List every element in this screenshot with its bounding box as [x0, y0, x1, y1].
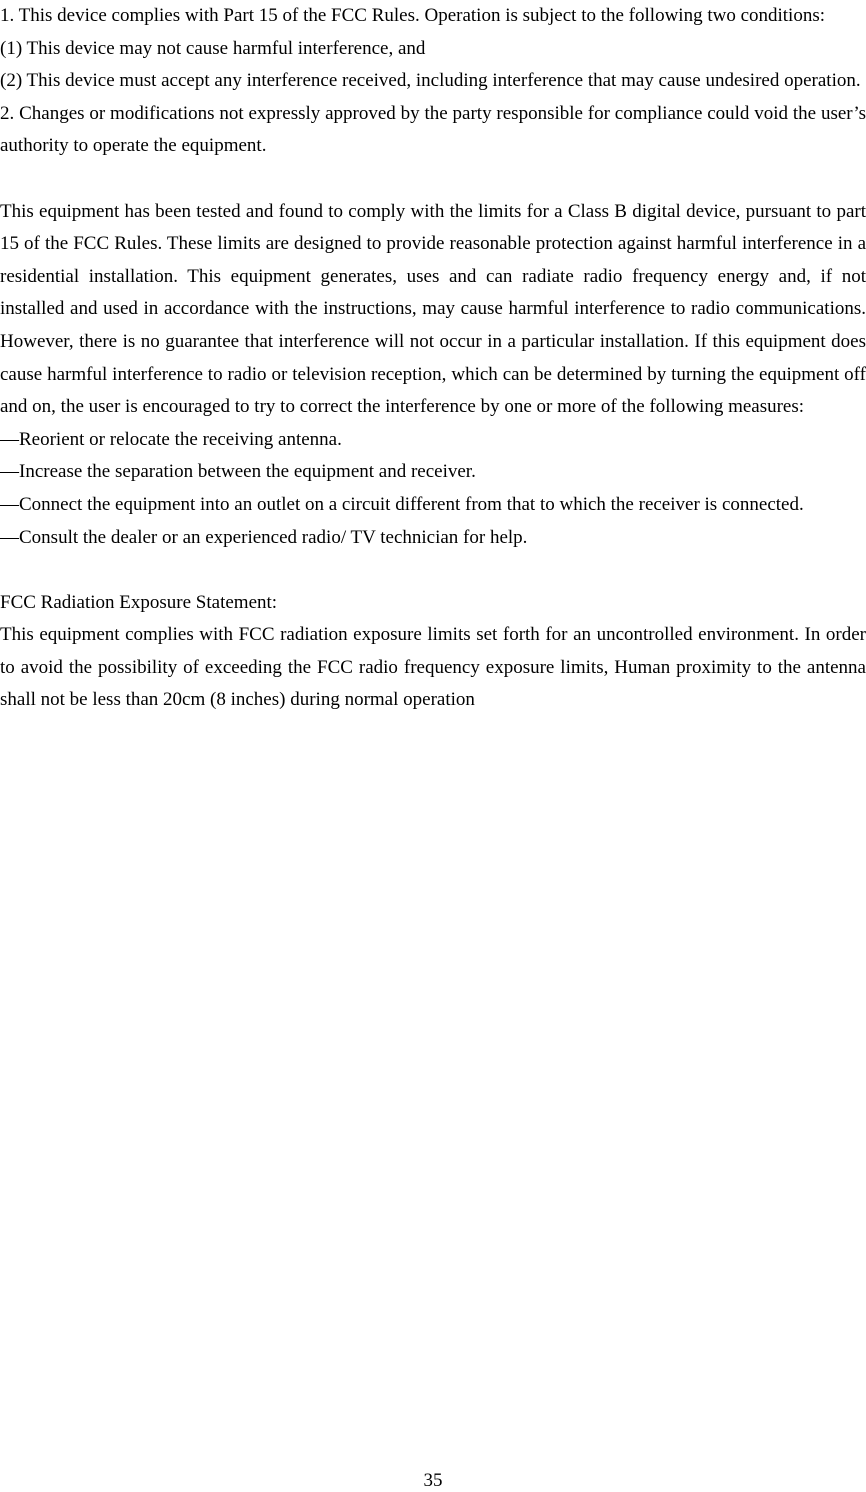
measure-item: —Increase the separation between the equipment and receiver. [0, 461, 476, 483]
fcc-changes-notice: 2. Changes or modifications not expressly approved by the party responsible for compliance could void the user’s authority to operate the equipment. [0, 102, 866, 157]
fcc-condition-1: (1) This device may not cause harmful interference, and [0, 37, 426, 59]
paragraph-spacer [0, 554, 866, 587]
measure-item: —Consult the dealer or an experienced radio/ TV technician for help. [0, 526, 528, 548]
document-content [0, 0, 866, 717]
page-number: 35 [423, 1470, 443, 1491]
fcc-compliance-intro: 1. This device complies with Part 15 of the FCC Rules. Operation is subject to the following two conditions: [0, 5, 826, 26]
radiation-exposure-heading: FCC Radiation Exposure Statement: [0, 591, 278, 613]
fcc-condition-2: (2) This device must accept any interference received, including interference that may cause undesired operation. [0, 70, 861, 92]
measure-item: —Connect the equipment into an outlet on a circuit different from that to which the receiver is connected. [0, 493, 804, 515]
paragraph-spacer [0, 163, 866, 196]
radiation-exposure-statement: This equipment complies with FCC radiation exposure limits set forth for an uncontrolled environment. In order to avoid the possibility of exceeding the FCC radio frequency exposure limits, Human proximity to the antenna shall not be less than 20cm (8 inches) during normal operation [0, 624, 866, 711]
class-b-statement: This equipment has been tested and found to comply with the limits for a Class B digital device, pursuant to part 15 of the FCC Rules. These limits are designed to provide reasonable protection against harmful interference in a residential installation. This equipment generates, uses and can radiate radio frequency energy and, if not installed and used in accordance with the instructions, may cause harmful interference to radio communications. However, there is no guarantee that interference will not occur in a particular installation. If this equipment does cause harmful interference to radio or television reception, which can be determined by turning the equipment off and on, the user is encouraged to try to correct the interference by one or more of the following measures: [0, 200, 866, 418]
measure-item: —Reorient or relocate the receiving antenna. [0, 428, 342, 450]
